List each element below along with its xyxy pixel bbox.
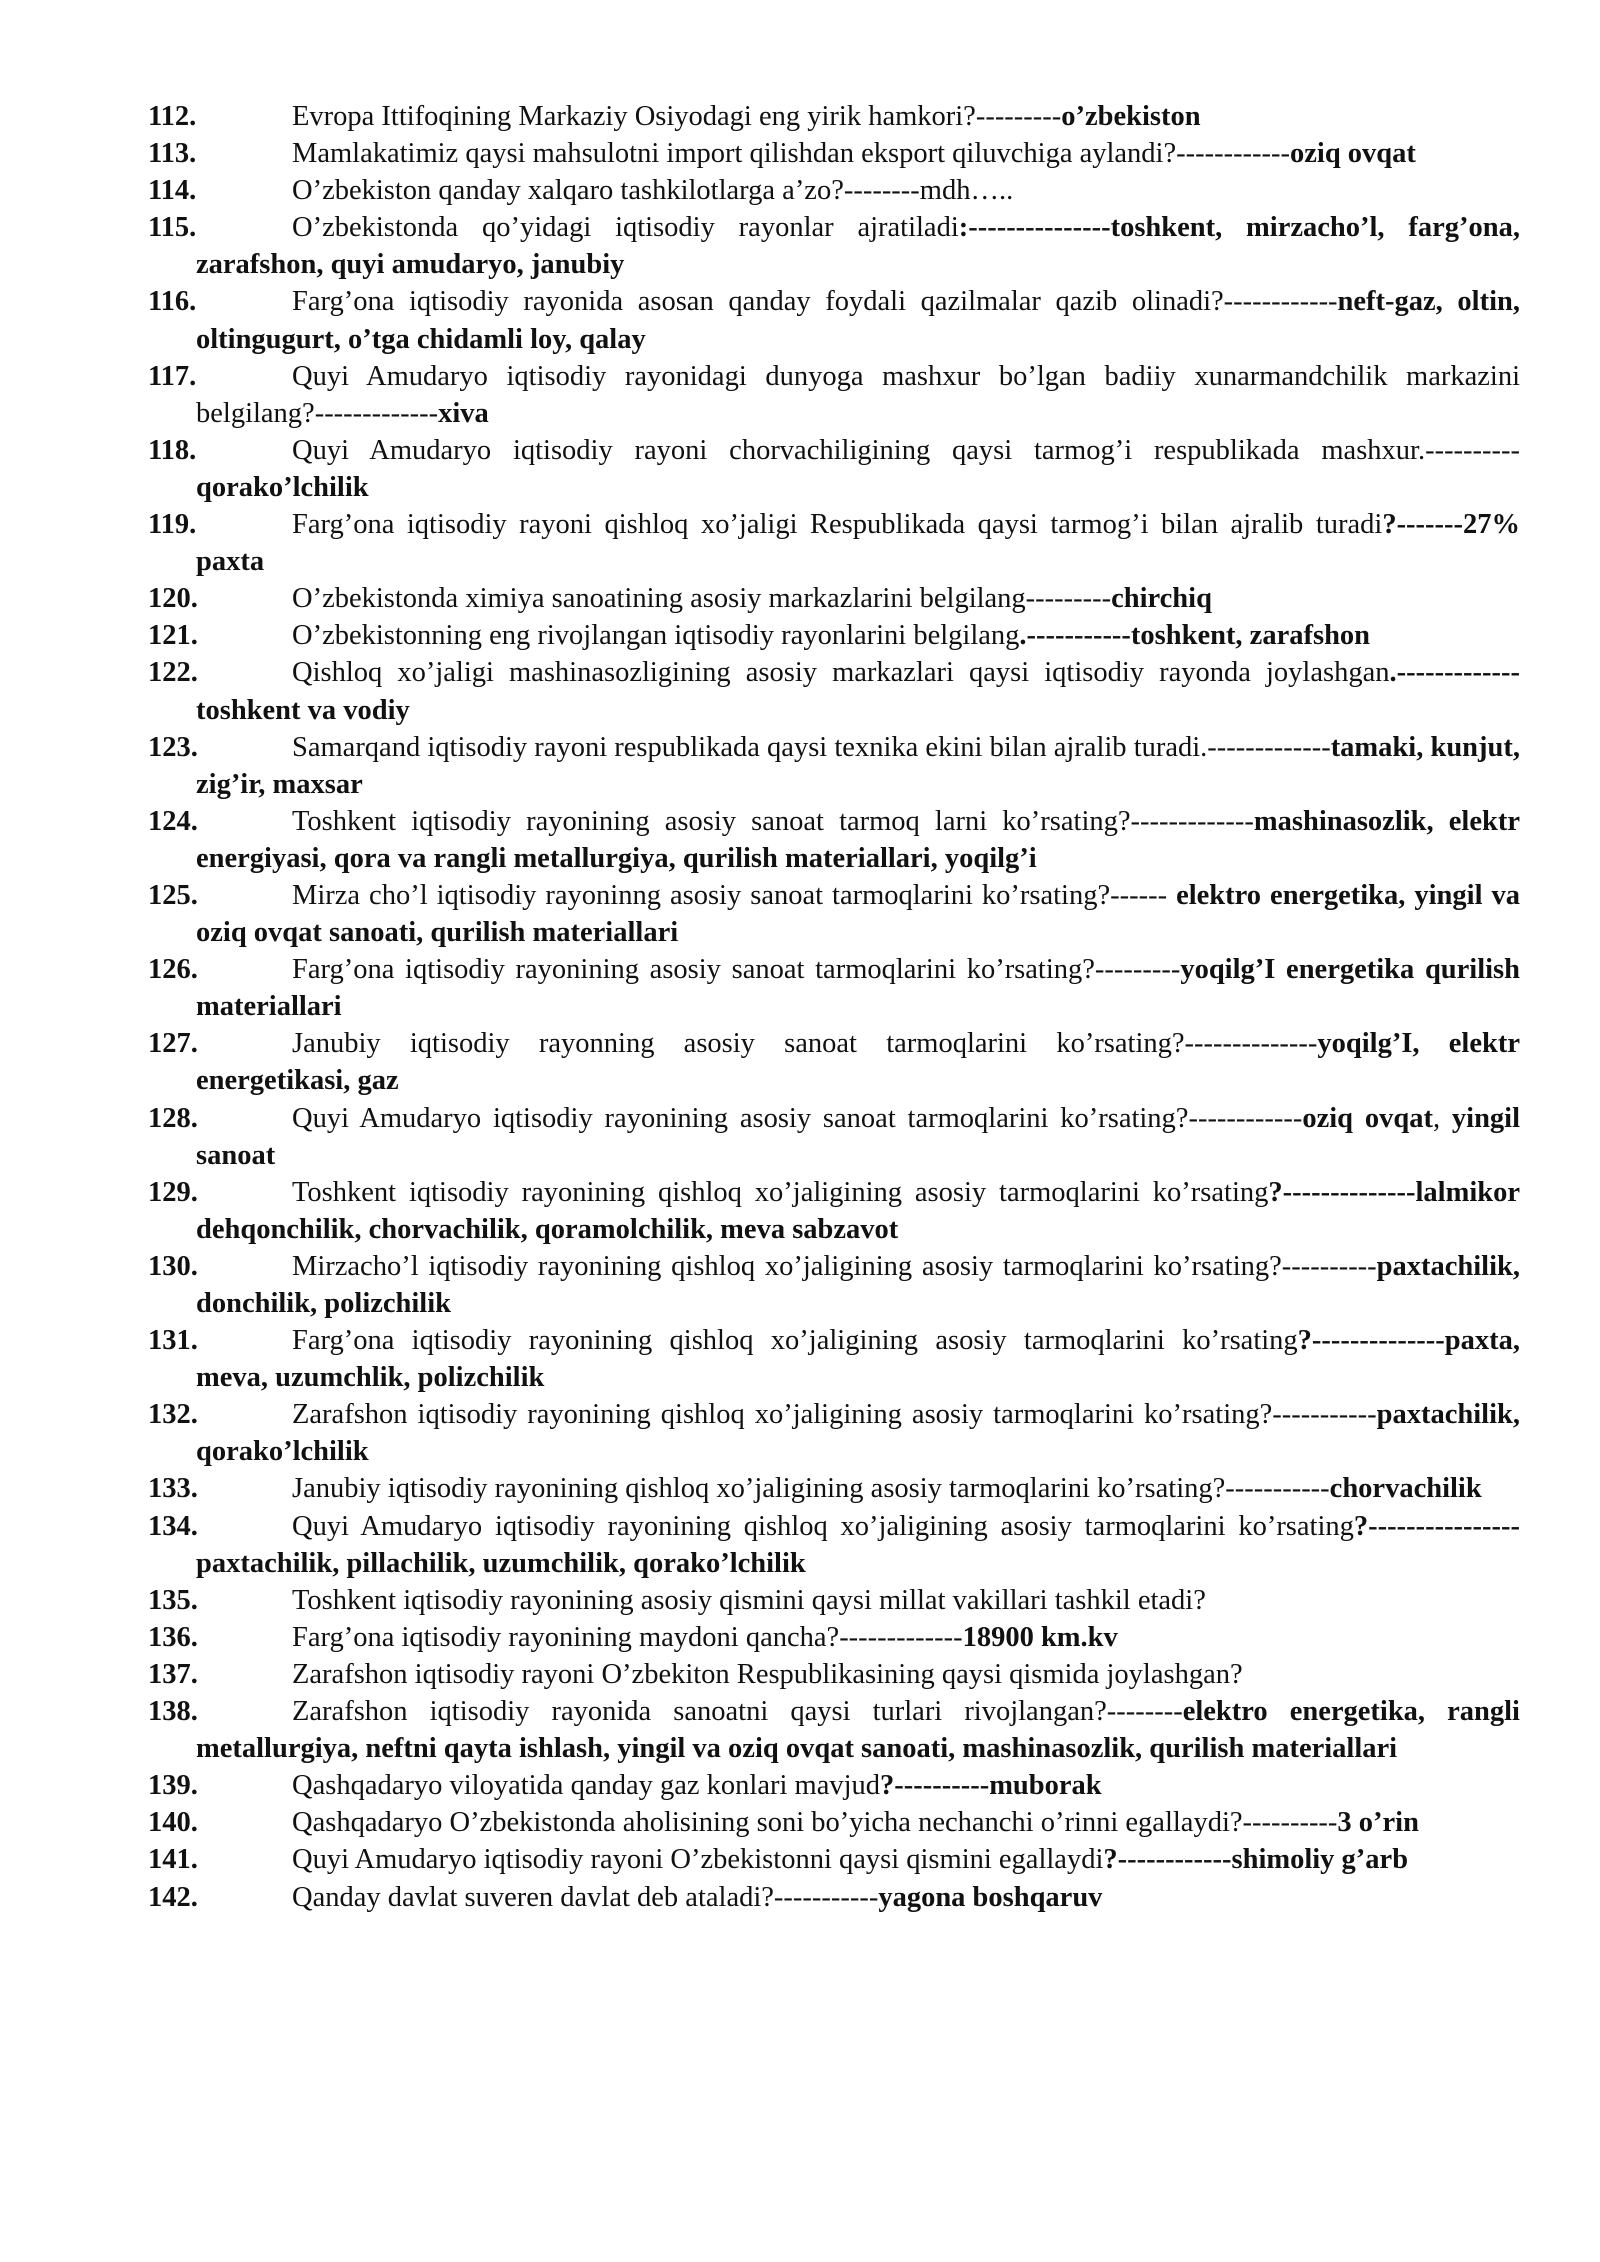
question-text: Toshkent iqtisodiy rayonining asosiy qismini qaysi millat vakillari tashkil etadi?: [292, 1584, 1206, 1616]
question-body: [196, 1396, 1520, 1470]
answer-text: mashinasozlik, elektr energiyasi, qora va rangli metallurgiya, qurilish materiallari, yoqilg’i: [196, 805, 1520, 874]
question-number: 123.: [148, 731, 198, 763]
question-text: Qashqadaryo viloyatida qanday gaz konlari mavjud: [292, 1770, 881, 1802]
answer-text: ?----------muborak: [880, 1770, 1102, 1802]
question-text: Mirzacho’l iqtisodiy rayonining qishloq xo’jaligining asosiy tarmoqlarini ko’rsating?----------: [292, 1250, 1377, 1282]
question-body: [196, 1879, 1520, 1916]
question-body: [196, 98, 1520, 135]
question-number: 130.: [148, 1250, 198, 1282]
question-item: [148, 1619, 1520, 1656]
question-item: [148, 283, 1520, 357]
answer-text: yingil sanoat: [196, 1102, 1521, 1171]
question-body: [196, 1619, 1520, 1656]
question-text: Samarqand iqtisodiy rayoni respublikada qaysi texnika ekini bilan ajralib turadi.-------------: [292, 731, 1331, 763]
question-text: Mamlakatimiz qaysi mahsulotni import qilishdan eksport qiluvchiga aylandi?------------: [292, 138, 1291, 170]
question-number: 136.: [148, 1621, 198, 1653]
answer-text: elektro energetika, yingil va oziq ovqat sanoati, qurilish materiallari: [196, 879, 1521, 949]
question-text: Qishloq xo’jaligi mashinasozligining asosiy markazlari qaysi iqtisodiy rayonda joylashgan: [292, 657, 1390, 689]
question-item: [148, 1693, 1520, 1767]
question-text: Farg’ona iqtisodiy rayonida asosan qanday foydali qazilmalar qazib olinadi?------------: [292, 286, 1338, 318]
answer-text: elektro energetika, rangli metallurgiya, neftni qayta ishlash, yingil va oziq ovqat sanoati, mashinasozlik, qurilish materiallari: [196, 1696, 1520, 1765]
question-item: [148, 358, 1520, 432]
question-text: Mirza cho’l iqtisodiy rayoninng asosiy sanoat tarmoqlarini ko’rsating?------: [292, 879, 1177, 911]
question-item: [148, 1025, 1520, 1099]
question-item: [148, 877, 1520, 951]
question-body: [196, 1174, 1520, 1248]
question-item: [148, 951, 1520, 1025]
question-body: [196, 617, 1520, 654]
answer-text: yoqilg’I, elektr energetikasi, gaz: [196, 1028, 1520, 1097]
question-text: O’zbekiston qanday xalqaro tashkilotlarga a’zo?--------mdh…..: [292, 175, 1014, 207]
answer-text: ?----------------paxtachilik, pillachilik, uzumchilik, qorako’lchilik: [196, 1510, 1520, 1579]
question-item: [148, 1396, 1520, 1470]
question-number: 112.: [148, 101, 197, 132]
answer-text: xiva: [438, 397, 489, 429]
question-item: [148, 98, 1520, 135]
question-body: [196, 1508, 1520, 1582]
question-text: Janubiy iqtisodiy rayonning asosiy sanoat tarmoqlarini ko’rsating?--------------: [292, 1028, 1318, 1060]
answer-text: .-----------toshkent, zarafshon: [1019, 620, 1371, 652]
question-text: Farg’ona iqtisodiy rayonining maydoni qancha?-------------: [292, 1621, 963, 1653]
answer-text: paxtachilik, donchilik, polizchilik: [196, 1250, 1520, 1319]
question-number: 119.: [148, 509, 197, 541]
question-text: O’zbekistonda ximiya sanoatining asosiy markazlarini belgilang---------: [292, 583, 1112, 615]
question-item: [148, 1804, 1520, 1841]
question-number: 142.: [148, 1881, 198, 1913]
question-number: 133.: [148, 1473, 198, 1505]
question-item: [148, 803, 1520, 877]
answer-text: ?------------shimoliy g’arb: [1103, 1844, 1409, 1876]
question-text: Janubiy iqtisodiy rayonining qishloq xo’jaligining asosiy tarmoqlarini ko’rsating?-----------: [292, 1473, 1330, 1505]
question-item: [148, 1470, 1520, 1507]
question-body: [196, 580, 1520, 617]
question-number: 131.: [148, 1325, 198, 1357]
question-item: [148, 135, 1520, 172]
question-number: 128.: [148, 1102, 198, 1134]
question-body: [196, 1693, 1520, 1767]
answer-text: tamaki, kunjut, zig’ir, maxsar: [196, 731, 1520, 800]
question-item: [148, 1582, 1520, 1619]
question-number: 114.: [148, 175, 197, 207]
answer-text: chirchiq: [1111, 583, 1212, 615]
question-body: [196, 1582, 1520, 1619]
answer-text: paxtachilik, qorako’lchilik: [196, 1399, 1520, 1468]
question-number: 132.: [148, 1399, 198, 1431]
answer-text: chorvachilik: [1329, 1473, 1482, 1505]
answer-text: :---------------toshkent, mirzacho’l, farg’ona, zarafshon, quyi amudaryo, janubiy: [196, 212, 1520, 281]
question-text: Farg’ona iqtisodiy rayonining qishloq xo’jaligining asosiy tarmoqlarini ko’rsating: [292, 1325, 1298, 1357]
question-number: 127.: [148, 1028, 198, 1060]
question-number: 126.: [148, 954, 198, 986]
question-body: [196, 654, 1520, 728]
answer-text: ?--------------lalmikor dehqonchilik, chorvachilik, qoramolchilik, meva sabzavot: [196, 1176, 1520, 1245]
question-number: 116.: [148, 286, 197, 318]
question-text: Qanday davlat suveren davlat deb ataladi?-----------: [292, 1881, 879, 1913]
question-item: [148, 654, 1520, 728]
question-item: [148, 506, 1520, 580]
answer-text: neft-gaz, oltin, oltingugurt, o’tga chidamli loy, qalay: [196, 286, 1520, 355]
answer-text: o’zbekiston: [1061, 101, 1201, 132]
question-number: 138.: [148, 1696, 198, 1728]
question-number: 141.: [148, 1844, 198, 1876]
question-item: [148, 1656, 1520, 1693]
question-number: 115.: [148, 212, 197, 244]
answer-text: yagona boshqaruv: [878, 1881, 1103, 1913]
question-item: [148, 1879, 1520, 1916]
question-body: [196, 1248, 1520, 1322]
question-item: [148, 1100, 1520, 1174]
question-number: 124.: [148, 805, 198, 837]
question-item: [148, 1841, 1520, 1878]
answer-text: 3 o’rin: [1337, 1807, 1419, 1839]
question-text: Quyi Amudaryo iqtisodiy rayoni O’zbekistonni qaysi qismini egallaydi: [292, 1844, 1104, 1876]
question-item: [148, 209, 1520, 283]
question-number: 120.: [148, 583, 198, 615]
question-number: 135.: [148, 1584, 198, 1616]
question-body: [196, 877, 1520, 951]
question-body: [196, 172, 1520, 209]
question-text: Zarafshon iqtisodiy rayoni O’zbekiton Respublikasining qaysi qismida joylashgan?: [292, 1658, 1243, 1690]
question-text: Toshkent iqtisodiy rayonining qishloq xo’jaligining asosiy tarmoqlarini ko’rsating: [292, 1176, 1269, 1208]
question-body: [196, 803, 1520, 877]
question-body: [196, 1025, 1520, 1099]
question-body: [196, 1767, 1520, 1804]
answer-text: oziq ovqat: [1302, 1102, 1433, 1134]
question-body: [196, 1470, 1520, 1507]
question-number: 113.: [148, 138, 197, 170]
question-text: Farg’ona iqtisodiy rayoni qishloq xo’jaligi Respublikada qaysi tarmog’i bilan ajralib turadi: [292, 509, 1383, 541]
question-text: Toshkent iqtisodiy rayonining asosiy sanoat tarmoq larni ko’rsating?-------------: [292, 805, 1254, 837]
question-item: [148, 172, 1520, 209]
question-text: Evropa Ittifoqining Markaziy Osiyodagi eng yirik hamkori?---------: [292, 101, 1062, 132]
answer-text: ?--------------paxta, meva, uzumchlik, polizchilik: [196, 1325, 1520, 1394]
answer-text: ?-------27% paxta: [196, 509, 1520, 578]
question-text: O’zbekistonning eng rivojlangan iqtisodiy rayonlarini belgilang: [292, 620, 1020, 652]
question-item: [148, 1767, 1520, 1804]
question-body: [196, 951, 1520, 1025]
question-text: Zarafshon iqtisodiy rayonida sanoatni qaysi turlari rivojlangan?--------: [292, 1696, 1183, 1728]
question-text: Quyi Amudaryo iqtisodiy rayonining asosiy sanoat tarmoqlarini ko’rsating?------------: [292, 1102, 1303, 1134]
question-text: Zarafshon iqtisodiy rayonining qishloq xo’jaligining asosiy tarmoqlarini ko’rsating?-----------: [292, 1399, 1377, 1431]
answer-text: .-------------toshkent va vodiy: [196, 657, 1520, 726]
question-item: [148, 1174, 1520, 1248]
answer-separator: ,: [1432, 1102, 1452, 1134]
question-text: Qashqadaryo O’zbekistonda aholisining soni bo’yicha nechanchi o’rinni egallaydi?----------: [292, 1807, 1338, 1839]
question-text: Farg’ona iqtisodiy rayonining asosiy sanoat tarmoqlarini ko’rsating?---------: [292, 954, 1181, 986]
question-text: Quyi Amudaryo iqtisodiy rayonining qishloq xo’jaligining asosiy tarmoqlarini ko’rsating: [292, 1510, 1354, 1542]
question-text: Quyi Amudaryo iqtisodiy rayoni chorvachiligining qaysi tarmog’i respublikada mashxur.----------: [292, 434, 1520, 466]
question-number: 122.: [148, 657, 198, 689]
question-body: [196, 506, 1520, 580]
question-body: [196, 432, 1520, 506]
question-number: 117.: [148, 360, 197, 392]
question-body: [196, 283, 1520, 357]
question-body: [196, 209, 1520, 283]
document-page: [148, 98, 1520, 1916]
question-body: [196, 1841, 1520, 1878]
question-text: Quyi Amudaryo iqtisodiy rayonidagi dunyoga mashxur bo’lgan badiiy xunarmandchilik markazini belgilang?-------------: [196, 360, 1520, 429]
question-item: [148, 617, 1520, 654]
question-item: [148, 1322, 1520, 1396]
question-number: 118.: [148, 434, 197, 466]
question-body: [196, 1656, 1520, 1693]
question-body: [196, 1804, 1520, 1841]
question-number: 125.: [148, 879, 198, 911]
question-body: [196, 358, 1520, 432]
question-item: [148, 432, 1520, 506]
answer-text: oziq ovqat: [1290, 138, 1416, 170]
question-number: 139.: [148, 1770, 198, 1802]
question-number: 121.: [148, 620, 198, 652]
answer-text: yoqilg’I energetika qurilish materiallari: [196, 954, 1520, 1023]
question-number: 129.: [148, 1176, 198, 1208]
question-text: O’zbekistonda qo’yidagi iqtisodiy rayonlar ajratiladi: [292, 212, 959, 244]
answer-text: 18900 km.kv: [962, 1621, 1118, 1653]
question-number: 137.: [148, 1658, 198, 1690]
question-body: [196, 729, 1520, 803]
question-item: [148, 1248, 1520, 1322]
question-item: [148, 580, 1520, 617]
question-number: 134.: [148, 1510, 198, 1542]
question-number: 140.: [148, 1807, 198, 1839]
question-item: [148, 1508, 1520, 1582]
answer-text: qorako’lchilik: [196, 471, 369, 503]
question-item: [148, 729, 1520, 803]
question-body: [196, 1322, 1520, 1396]
question-body: [196, 1100, 1520, 1174]
question-body: [196, 135, 1520, 172]
